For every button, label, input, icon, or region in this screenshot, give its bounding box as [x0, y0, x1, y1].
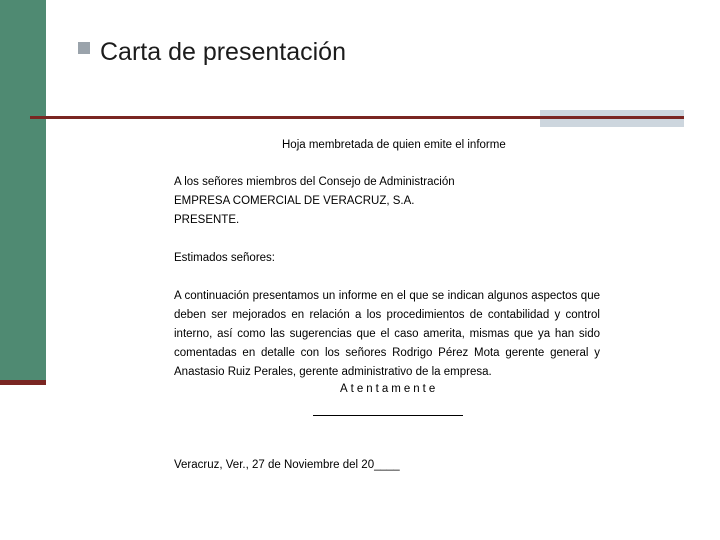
- letter-document: [160, 128, 620, 488]
- recipient-block: [174, 173, 455, 230]
- side-accent-cap: [0, 380, 46, 385]
- letter-body: A continuación presentamos un informe en el que se indican algunos aspectos que deben ser mejorados en relación a los procedimientos de contabilidad y control interno, así como las sugerencias que el caso amerita, mismas que ya han sido comentadas en detalle con los señores Rodrigo Pérez Mota gerente general y Anastasio Ruiz Perales, gerente administrativo de la empresa.: [174, 290, 600, 378]
- recipient-line: A los señores miembros del Consejo de Administración: [174, 176, 455, 188]
- slide-title: Carta de presentación: [100, 38, 346, 66]
- recipient-line: EMPRESA COMERCIAL DE VERACRUZ, S.A.: [174, 195, 415, 207]
- title-rule: [30, 116, 684, 119]
- closing: Atentamente: [340, 383, 439, 395]
- square-bullet-icon: [78, 42, 90, 54]
- letterhead-text: Hoja membretada de quien emite el informe: [282, 139, 506, 151]
- side-accent-bar: [0, 0, 46, 380]
- recipient-line: PRESENTE.: [174, 214, 240, 226]
- signature-line: [313, 415, 463, 416]
- salutation: Estimados señores:: [174, 252, 275, 264]
- place-date: Veracruz, Ver., 27 de Noviembre del 20____: [174, 459, 400, 471]
